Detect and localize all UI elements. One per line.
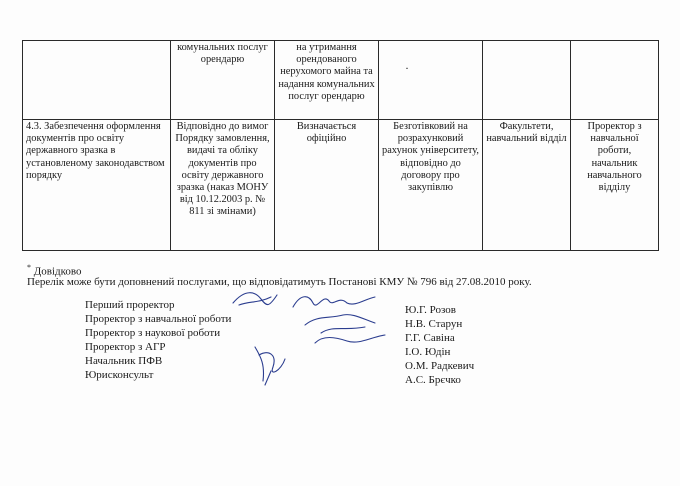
table-row	[23, 120, 659, 251]
ink-dot: ·	[405, 61, 409, 75]
signatory-role: Проректор з навчальної роботи	[85, 313, 232, 325]
signatory-name: Н.В. Старун	[405, 318, 463, 330]
table-cell	[571, 41, 659, 120]
footnote-title-text: Довідково	[33, 265, 82, 278]
signature-2	[293, 297, 375, 307]
signatory-role: Перший проректор	[85, 299, 175, 311]
signatory-role: Проректор з АГР	[85, 341, 166, 353]
footnote-star: *	[27, 263, 31, 272]
signature-5	[255, 347, 285, 385]
table-cell	[483, 41, 571, 120]
handwritten-signatures	[225, 285, 425, 395]
signatory-role: Юрисконсульт	[85, 369, 154, 381]
table-cell	[379, 41, 483, 120]
signatory-name: А.С. Брєчко	[405, 374, 461, 386]
footnote-text: Перелік може бути доповнений послугами, що відповідатимуть Постанові КМУ № 796 від 27.08.2010 року.	[27, 276, 532, 288]
table-row	[23, 41, 659, 120]
executor-cell: Факультети, навчальний відділ	[483, 120, 571, 251]
signature-4	[315, 335, 385, 343]
payment-cell: Безготівковий на розрахунковий рахунок університету, відповідно до договору про закупівлю	[379, 120, 483, 251]
table-cell: комунальних послуг орендарю	[171, 41, 275, 120]
signatory-role: Проректор з наукової роботи	[85, 327, 221, 339]
signatory-name: Г.Г. Савіна	[405, 332, 455, 344]
basis-cell: Відповідно до вимог Порядку замовлення, видачі та обліку документів про освіту державного зразка (наказ МОНУ від 10.12.2003 р. № 811 зі змінами)	[171, 120, 275, 251]
signatory-roles	[85, 298, 231, 382]
services-table	[22, 40, 659, 251]
signatory-name: О.М. Радкевич	[405, 360, 475, 372]
signatory-name: І.О. Юдін	[405, 346, 451, 358]
price-cell: Визначається офіційно	[275, 120, 379, 251]
signature-3	[305, 315, 375, 333]
service-name-cell: 4.3. Забезпечення оформлення документів про освіту державного зразка в установленому законодавством порядку	[23, 120, 171, 251]
signatory-role: Начальник ПФВ	[85, 355, 163, 367]
signatory-name: Ю.Г. Розов	[405, 304, 456, 316]
responsible-cell: Проректор з навчальної роботи, начальник навчального відділу	[571, 120, 659, 251]
table-cell: на утримання орендованого нерухомого майна та надання комунальних послуг орендарю	[275, 41, 379, 120]
signature-1	[233, 293, 277, 305]
table-cell	[23, 41, 171, 120]
